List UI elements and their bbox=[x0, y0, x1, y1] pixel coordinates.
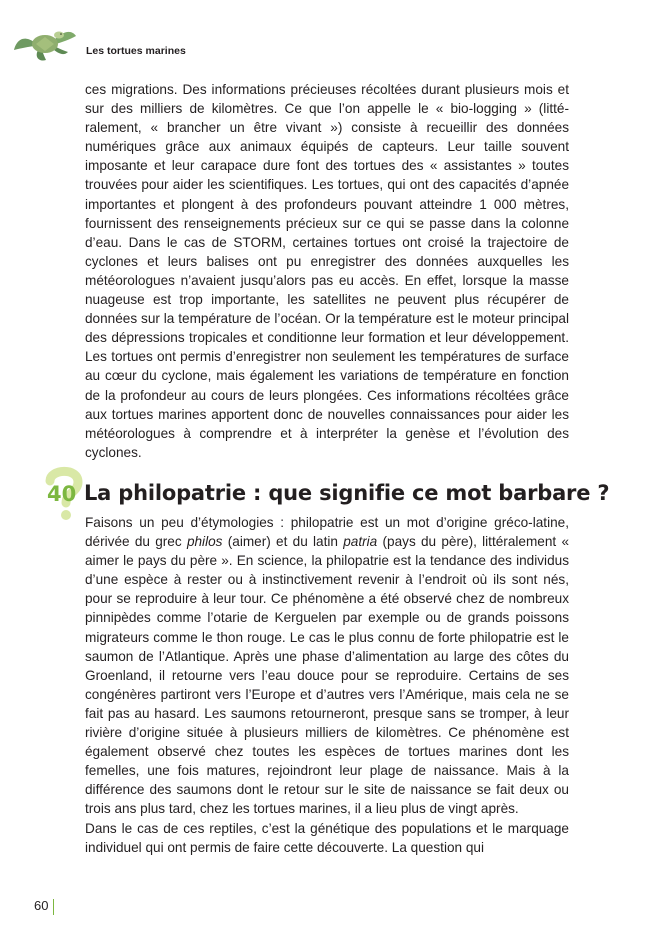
section-number: 40 bbox=[47, 482, 77, 506]
page-number: 60 bbox=[34, 898, 49, 913]
page-header bbox=[0, 0, 650, 80]
section-body bbox=[85, 513, 569, 857]
paragraph bbox=[85, 513, 569, 819]
paragraph: Dans le cas de ces reptiles, c’est la génétique des populations et le marquage individuel qui ont permis de faire cette découverte. La question qui bbox=[85, 820, 569, 855]
body-text bbox=[85, 80, 569, 462]
page-number-rule bbox=[53, 899, 54, 915]
paragraph: ces migrations. Des informations précieuses récoltées durant plusieurs mois et sur des milliers de kilomètres. Ce que l’on appelle le « bio-logging » (littéralement, « brancher un être vivant ») consiste à recueillir des données numériques grâce aux animaux équipés de capteurs. Leur taille souvent imposante et leur carapace dure font des tortues des « assistantes » toutes trouvées pour aider les scientifiques. Les tortues, qui ont des capacités d’apnée importantes et plongent à des profondeurs pouvant atteindre 1 000 mètres, fournissent des renseignements précieux sur ce qui se passe dans la colonne d’eau. Dans le cas de STORM, certaines tortues ont croisé la trajectoire de cyclones et leurs balises ont pu enregistrer des données auxquelles les météorologues n’avaient jusqu’alors pas eu accès. En effet, lorsque la masse nuageuse est trop importante, les satellites ne peuvent plus récupérer de données sur la température de l’océan. Or la température est le moteur principal des dépressions tropicales et conditionne leur formation et leur développement. Les tortues ont permis d’enregistrer non seulement les températures de surface au cœur du cyclone, mais également les variations de température en fonction de la profondeur au cours de leurs plongées. Ces informations récoltées grâce aux tortues marines apportent donc de nouvelles connaissances pour aider les météorologues à comprendre et à interpréter la genèse et l’évolution des cyclones. bbox=[85, 82, 569, 460]
page-footer bbox=[34, 897, 48, 917]
text-run: (pays du père), littéralement « aimer le pays du père ». En science, la philopatrie est la tendance des individus d’une espèce à rester ou à instinctivement revenir à l’endroit où ils sont nés, pour se reproduire à leur tour. Ce phénomène a été observé chez de nombreux pinnipèdes comme l’otarie de Kerguelen par exemple ou de grands poissons migrateurs comme le thon rouge. Le cas le plus connu de forte philopatrie est le saumon de l’Atlantique. Après une phase d’alimentation au large des côtes du Groenland, il retourne vers l’eau douce pour se reproduire. Certains de ses congénères partiront vers l’Europe et d’autres vers l’Amérique, mais cela ne se fait pas au hasard. Les saumons retourneront, presque sans se tromper, à leur rivière d’origine située à plusieurs milliers de kilomètres. Ce phénomène est également observé chez toutes les espèces de tortues marines dont les femelles, une fois matures, rejoindront leur plage de naissance. Mais à la différence des saumons dont le retour sur le site de naissance se fait deux ou trois ans plus tard, chez les tortues marines, il a lieu plus de vingt après. bbox=[85, 534, 570, 817]
section-title: La philopatrie : que signifie ce mot barbare ? bbox=[84, 481, 610, 505]
text-run: Faisons un peu d’étymologies : philopatrie est un mot d’origine gréco-latine, dérivée du grec bbox=[85, 515, 569, 550]
sea-turtle-icon bbox=[14, 20, 76, 67]
section-heading bbox=[42, 477, 610, 517]
running-title: Les tortues marines bbox=[86, 45, 186, 57]
term-patria: patria bbox=[343, 534, 378, 550]
text-run: (aimer) et du latin bbox=[222, 534, 344, 550]
term-philos: philos bbox=[186, 534, 223, 550]
